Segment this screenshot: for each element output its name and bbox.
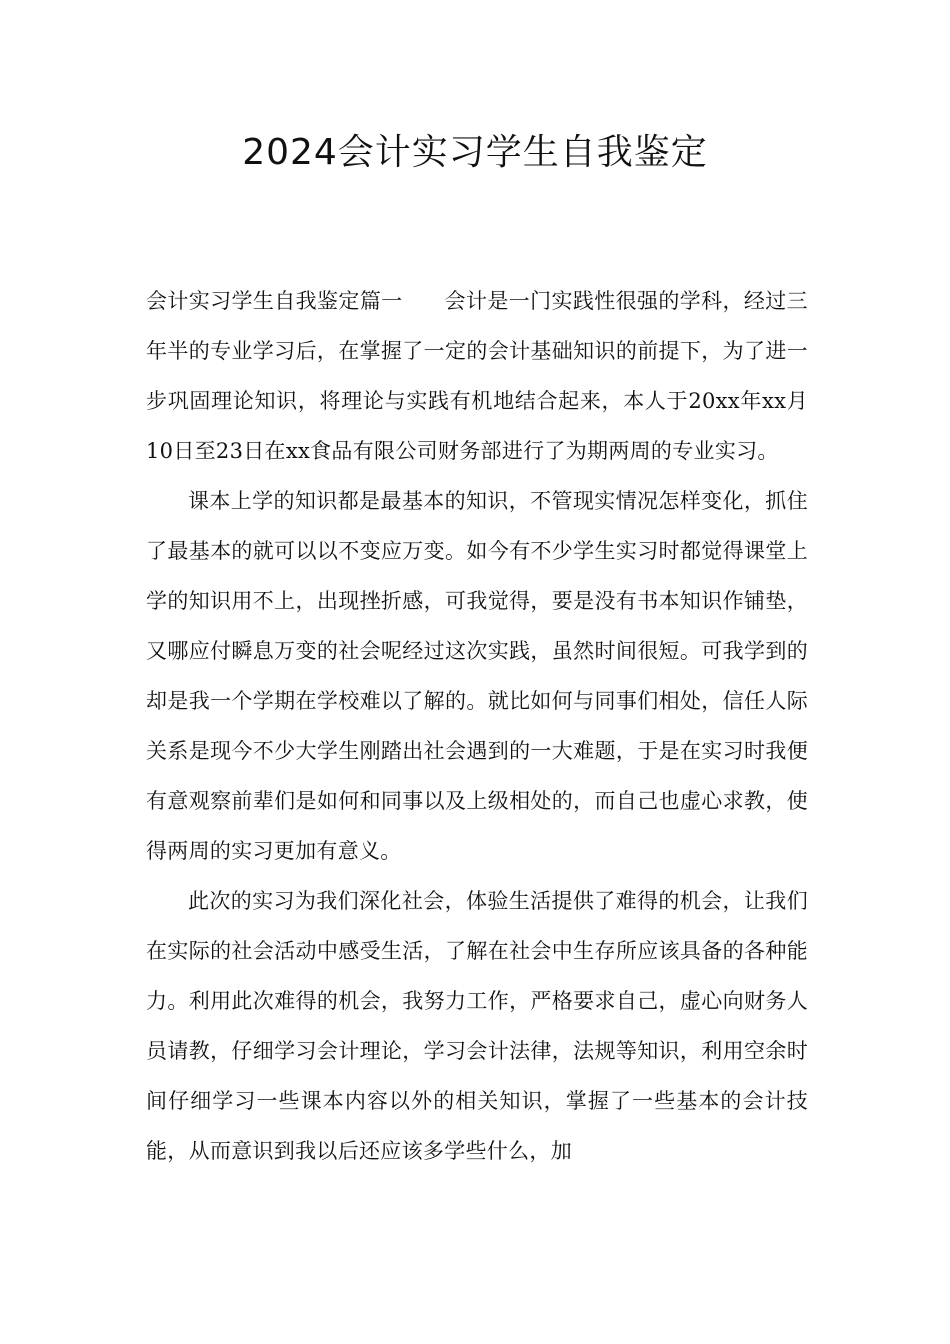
paragraph-3: 此次的实习为我们深化社会，体验生活提供了难得的机会，让我们在实际的社会活动中感受生活，了解在社会中生存所应该具备的各种能力。利用此次难得的机会，我努力工作，严格要求自己，虚心向财务人员请教，仔细学习会计理论，学习会计法律，法规等知识，利用空余时间仔细学习一些课本内容以外的相关知识，掌握了一些基本的会计技能，从而意识到我以后还应该多学些什么，加	[146, 889, 808, 1163]
paragraph-1	[146, 276, 808, 476]
paragraph-2: 课本上学的知识都是最基本的知识，不管现实情况怎样变化，抓住了最基本的就可以以不变应万变。如今有不少学生实习时都觉得课堂上学的知识用不上，出现挫折感，可我觉得，要是没有书本知识作铺垫，又哪应付瞬息万变的社会呢经过这次实践，虽然时间很短。可我学到的却是我一个学期在学校难以了解的。就比如何与同事们相处，信任人际关系是现今不少大学生刚踏出社会遇到的一大难题，于是在实习时我便有意观察前辈们是如何和同事以及上级相处的，而自己也虚心求教，使得两周的实习更加有意义。	[146, 489, 808, 863]
section-heading: 会计实习学生自我鉴定篇一	[146, 289, 403, 313]
paragraph-1-text: 会计是一门实践性很强的学科，经过三年半的专业学习后，在掌握了一定的会计基础知识的前提下，为了进一步巩固理论知识，将理论与实践有机地结合起来，本人于20xx年xx月10日至23日在xx食品有限公司财务部进行了为期两周的专业实习。	[146, 289, 808, 463]
document-body	[146, 276, 808, 1176]
document-title: 2024会计实习学生自我鉴定	[242, 132, 708, 173]
